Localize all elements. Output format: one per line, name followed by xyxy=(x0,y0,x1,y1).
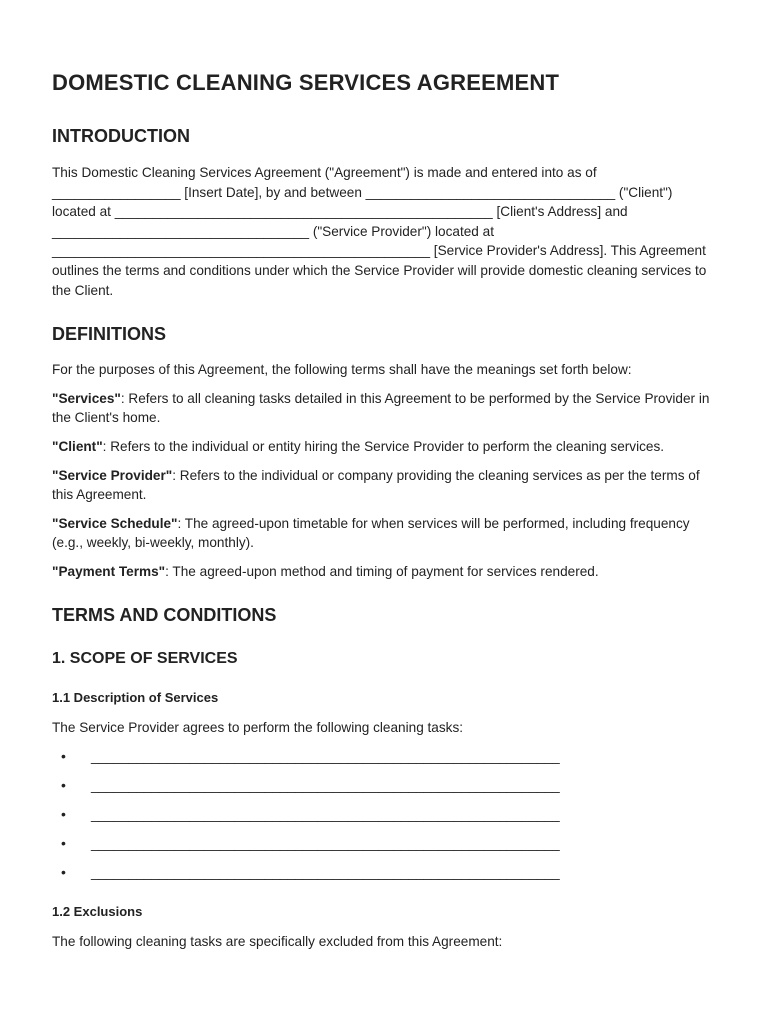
document-title: DOMESTIC CLEANING SERVICES AGREEMENT xyxy=(52,70,560,95)
introduction-heading: INTRODUCTION xyxy=(52,126,190,146)
scope-heading: 1. SCOPE OF SERVICES xyxy=(52,649,238,667)
task-list-item xyxy=(52,776,718,805)
definition-services xyxy=(52,389,718,428)
task-blank: ______________________________________________________________ xyxy=(91,749,560,765)
bullet-icon: • xyxy=(61,777,66,794)
definition-text: : Refers to all cleaning tasks detailed in this Agreement to be performed by the Service Provider in the Client's home. xyxy=(52,390,710,426)
description-heading: 1.1 Description of Services xyxy=(52,689,219,705)
bullet-icon: • xyxy=(61,806,66,823)
definition-text: : Refers to the individual or company providing the cleaning services as per the terms of this Agreement. xyxy=(52,467,700,503)
definition-term: "Client" xyxy=(52,438,103,454)
definition-term: "Payment Terms" xyxy=(52,563,166,579)
task-list-item xyxy=(52,805,718,834)
definition-term: "Services" xyxy=(52,390,121,406)
definition-term: "Service Provider" xyxy=(52,467,173,483)
task-blank: ______________________________________________________________ xyxy=(91,836,560,852)
definitions-heading: DEFINITIONS xyxy=(52,324,167,345)
task-list-item xyxy=(52,863,718,892)
definition-text: : The agreed-upon timetable for when services will be performed, including frequency (e.g., weekly, bi-weekly, monthly). xyxy=(52,515,690,551)
task-blank: ______________________________________________________________ xyxy=(91,807,560,823)
task-list-item xyxy=(52,747,718,776)
definition-text: : The agreed-upon method and timing of payment for services rendered. xyxy=(165,563,599,579)
description-lead: The Service Provider agrees to perform the following cleaning tasks: xyxy=(52,719,464,735)
definitions-lead: For the purposes of this Agreement, the following terms shall have the meanings set forth below: xyxy=(52,362,632,378)
exclusions-heading: 1.2 Exclusions xyxy=(52,904,143,920)
exclusions-lead: The following cleaning tasks are specifically excluded from this Agreement: xyxy=(52,934,503,950)
definition-text: : Refers to the individual or entity hiring the Service Provider to perform the cleaning services. xyxy=(102,438,665,454)
bullet-icon: • xyxy=(61,748,66,765)
bullet-icon: • xyxy=(61,835,66,852)
definition-term: "Service Schedule" xyxy=(52,515,178,531)
task-blank: ______________________________________________________________ xyxy=(91,778,560,794)
bullet-icon: • xyxy=(61,864,66,881)
definition-client xyxy=(52,437,718,457)
task-list-item xyxy=(52,834,718,863)
task-blank: ______________________________________________________________ xyxy=(91,865,560,881)
definition-service-provider xyxy=(52,466,718,505)
introduction-paragraph: This Domestic Cleaning Services Agreement ("Agreement") is made and entered into as of _________________ [Insert Date], by and between _________________________________ ("Client") located at __________________________________________________ [Client's Address] and __________________________________ ("Service Provider") located at __________________________________________________ [Service Provider's Address]. This Agreement outlines the terms and conditions under which the Service Provider will provide domestic cleaning services to the Client. xyxy=(52,165,707,298)
definition-payment-terms xyxy=(52,562,718,582)
task-list xyxy=(52,747,718,892)
definition-service-schedule xyxy=(52,514,718,553)
terms-heading: TERMS AND CONDITIONS xyxy=(52,604,277,625)
